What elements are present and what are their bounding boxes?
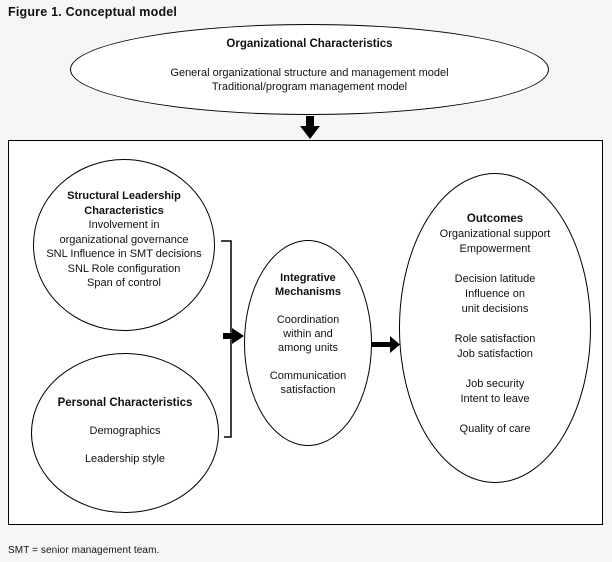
node-text-line: SNL Role configuration — [67, 262, 181, 275]
node-body — [71, 67, 548, 94]
node-text-line: Decision latitude — [454, 273, 536, 285]
down-arrow-icon — [296, 116, 324, 140]
node-title-line: Characteristics — [84, 204, 164, 217]
node-body — [32, 410, 218, 466]
node-text-line — [32, 410, 218, 424]
node-text-line — [32, 438, 218, 452]
organizational-characteristics-ellipse — [70, 24, 549, 115]
node-body — [400, 227, 590, 437]
node-text-line: Communication — [269, 370, 347, 382]
node-text-line: Influence on — [465, 288, 525, 300]
node-text-line: Quality of care — [459, 423, 531, 435]
node-text-line: Role satisfaction — [454, 333, 536, 345]
node-text-line: Span of control — [87, 277, 161, 289]
integrative-mechanisms-ellipse — [244, 240, 372, 446]
node-title — [245, 271, 371, 299]
node-body — [34, 218, 214, 291]
node-text-line: Empowerment — [459, 243, 531, 255]
node-text-line — [400, 407, 590, 422]
node-text-line: SNL Influence in SMT decisions — [46, 248, 202, 260]
node-text-line: within and — [283, 328, 333, 340]
node-text-line: Job security — [465, 378, 525, 390]
node-text-line — [245, 355, 371, 369]
node-title-line: Mechanisms — [274, 286, 342, 298]
node-text-line — [245, 299, 371, 313]
node-text-line: Job satisfaction — [457, 348, 533, 360]
outcomes-ellipse — [399, 173, 591, 483]
node-text-line: General organizational structure and management model — [170, 67, 449, 79]
node-title — [34, 189, 214, 218]
node-text-line: Coordination — [276, 314, 340, 326]
conceptual-model-box — [8, 140, 603, 525]
node-text-line: Traditional/program management model — [211, 80, 408, 93]
node-title-line: Structural Leadership — [67, 190, 181, 202]
node-text-line: organizational governance — [59, 233, 189, 246]
node-title: Personal Characteristics — [57, 397, 193, 409]
node-text-line: Demographics — [89, 425, 161, 437]
structural-leadership-circle — [33, 159, 215, 331]
figure-title: Figure 1. Conceptual model — [8, 5, 178, 19]
footnote: SMT = senior management team. — [8, 545, 160, 556]
node-title-line: Integrative — [280, 272, 336, 284]
node-text-line: Leadership style — [84, 453, 166, 465]
arrow-to-outcomes-icon — [371, 336, 401, 353]
node-text-line: Organizational support — [439, 228, 551, 240]
arrow-to-integrative-icon — [223, 328, 245, 344]
node-text-line: Involvement in — [88, 219, 160, 231]
node-text-line — [400, 317, 590, 332]
node-text-line: unit decisions — [461, 303, 529, 315]
node-text-line — [400, 362, 590, 377]
node-title: Outcomes — [466, 213, 524, 225]
node-text-line: among units — [278, 342, 338, 354]
node-body — [245, 299, 371, 397]
node-title: Organizational Characteristics — [226, 38, 393, 50]
node-text-line: satisfaction — [280, 384, 336, 396]
node-text-line: Intent to leave — [460, 393, 530, 405]
node-text-line — [400, 257, 590, 272]
personal-characteristics-circle — [31, 353, 219, 513]
